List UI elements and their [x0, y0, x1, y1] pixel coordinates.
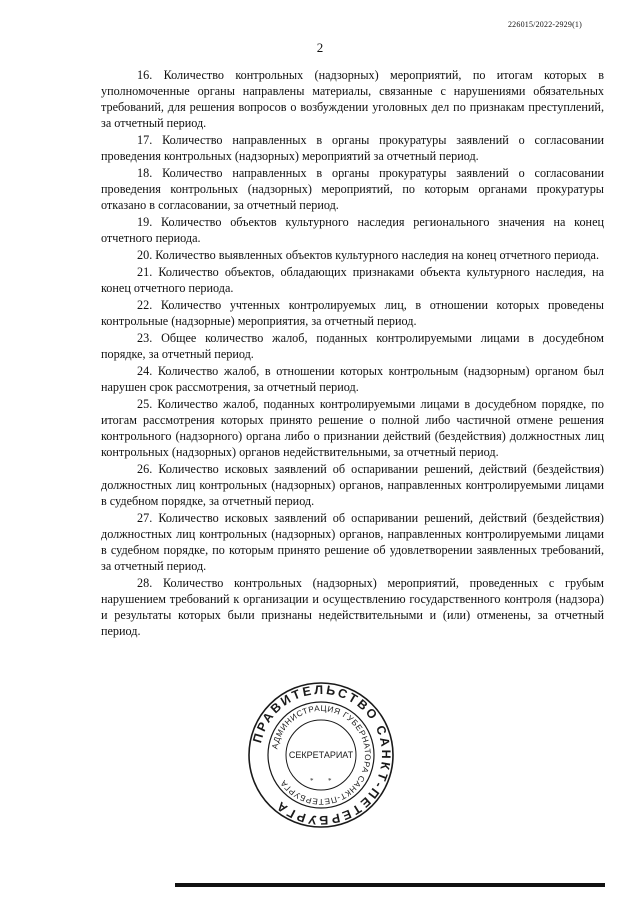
paragraph-list	[101, 67, 604, 640]
document-id: 226015/2022-2929(1)	[507, 20, 582, 29]
paragraph: 16. Количество контрольных (надзорных) мероприятий, по итогам которых в уполномоченные органы направлены материалы, связанные с нарушениями обязательных требований, для решения вопросов о возбуждении уголовных дел по признакам преступлений, за отчетный период.	[101, 68, 604, 130]
paragraph: 28. Количество контрольных (надзорных) мероприятий, проведенных с грубым нарушением требований к организации и осуществлению государственного контроля (надзора) и результаты которых были признаны недействительными и (или) отменены, за отчетный период.	[101, 576, 604, 638]
paragraph: 22. Количество учтенных контролируемых лиц, в отношении которых проведены контрольные (надзорные) мероприятия, за отчетный период.	[101, 298, 604, 328]
paragraph: 21. Количество объектов, обладающих признаками объекта культурного наследия, на конец отчетного периода.	[101, 265, 604, 295]
seal-center-text: СЕКРЕТАРИАТ	[288, 750, 354, 760]
paragraph: 25. Количество жалоб, поданных контролируемыми лицами в досудебном порядке, по итогам рассмотрения которых принято решение о полной либо частичной отмене решения контрольного (надзорного) органа либо о признании действий (бездействия) должностных лиц контрольных (надзорных) органов недействительными, за отчетный период.	[101, 397, 604, 459]
bottom-rule	[175, 883, 605, 887]
official-seal-stamp	[246, 680, 396, 830]
paragraph: 19. Количество объектов культурного наследия регионального значения на конец отчетного периода.	[101, 215, 604, 245]
paragraph: 24. Количество жалоб, в отношении которых контрольным (надзорным) органом был нарушен срок рассмотрения, за отчетный период.	[101, 364, 604, 394]
paragraph: 18. Количество направленных в органы прокуратуры заявлений о согласовании проведения контрольных (надзорных) мероприятий, по которым органами прокуратуры отказано в согласовании, за отчетный период.	[101, 166, 604, 212]
seal-inner-text: АДМИНИСТРАЦИЯ ГУБЕРНАТОРА САНКТ-ПЕТЕРБУРГА	[270, 703, 373, 807]
page-number: 2	[316, 40, 324, 55]
paragraph: 23. Общее количество жалоб, поданных контролируемыми лицами в досудебном порядке, за отчетный период.	[101, 331, 604, 361]
paragraph: 17. Количество направленных в органы прокуратуры заявлений о согласовании проведения контрольных (надзорных) мероприятий за отчетный период.	[101, 133, 604, 163]
seal-star-right: *	[328, 777, 332, 785]
seal-star-left: *	[310, 777, 314, 785]
paragraph: 26. Количество исковых заявлений об оспаривании решений, действий (бездействия) должностных лиц контрольных (надзорных) органов, направленных контролируемыми лицами в судебном порядке, за отчетный период.	[101, 462, 604, 508]
paragraph: 27. Количество исковых заявлений об оспаривании решений, действий (бездействия) должностных лиц контрольных (надзорных) органов, направленных контролируемыми лицами в судебном порядке, по которым принято решение об удовлетворении заявленных требований, за отчетный период.	[101, 511, 604, 573]
seal-outer-text: ПРАВИТЕЛЬСТВО САНКТ-ПЕТЕРБУРГА	[250, 682, 394, 828]
paragraph: 20. Количество выявленных объектов культурного наследия на конец отчетного периода.	[137, 248, 599, 262]
